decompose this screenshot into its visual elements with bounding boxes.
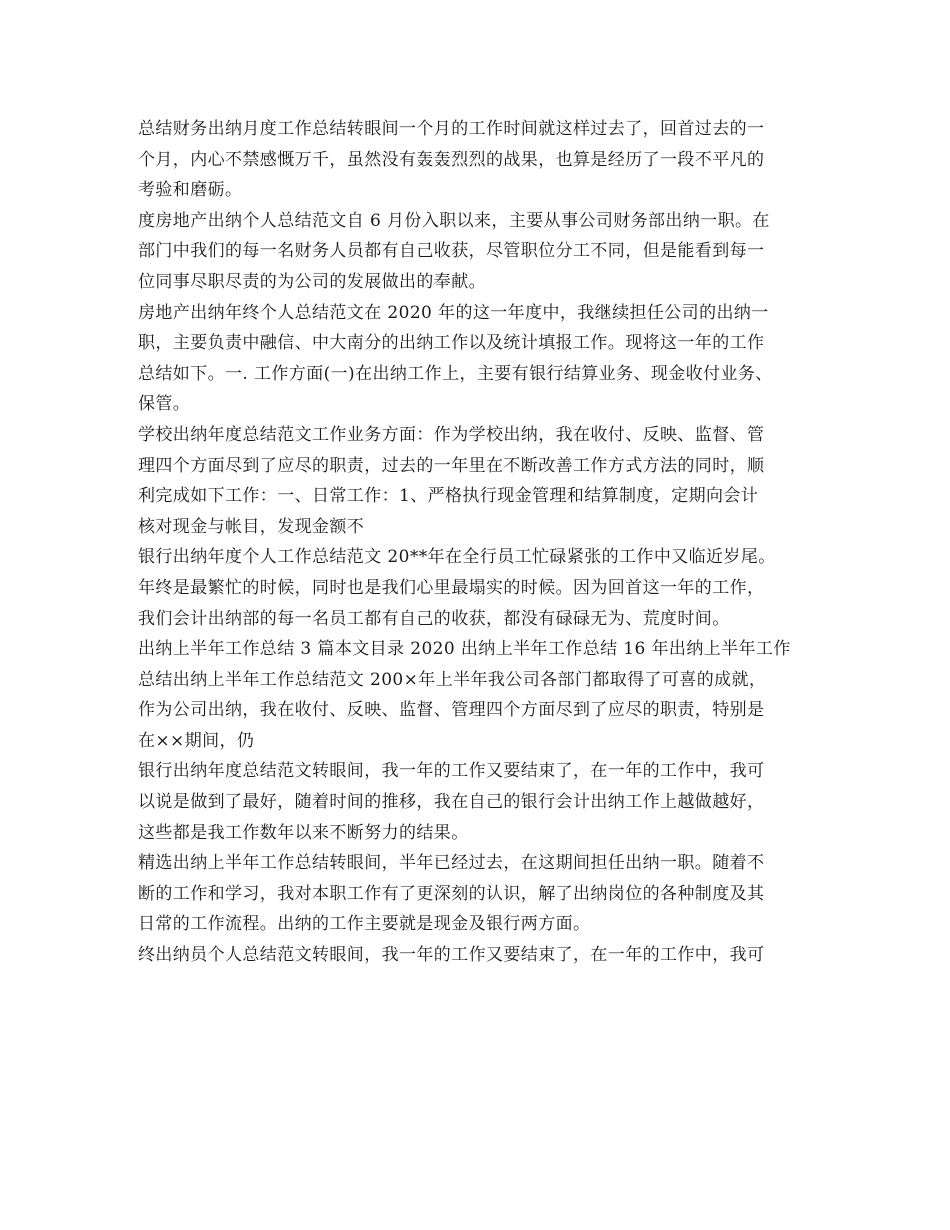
document-body (138, 114, 828, 971)
paragraph (138, 298, 828, 420)
paragraph-line: 保管。 (138, 394, 191, 415)
paragraph (138, 848, 828, 940)
paragraph-line: 作为公司出纳，我在收付、反映、监督、管理四个方面尽到了应尽的职责，特别是 (138, 700, 765, 721)
paragraph-line: 我们会计出纳部的每一名员工都有自己的收获，都没有碌碌无为、荒度时间。 (138, 608, 730, 629)
paragraph-line: 位同事尽职尽责的为公司的发展做出的奉献。 (138, 271, 486, 292)
paragraph-line: 个月，内心不禁感慨万千，虽然没有轰轰烈烈的战果，也算是经历了一段不平凡的 (138, 149, 765, 170)
paragraph-line: 理四个方面尽到了应尽的职责，过去的一年里在不断改善工作方式方法的同时，顺 (138, 455, 765, 476)
paragraph-line: 房地产出纳年终个人总结范文在 2020 年的这一年度中，我继续担任公司的出纳一 (138, 302, 769, 323)
paragraph-line: 在××期间，仍 (138, 730, 255, 751)
paragraph-line: 终出纳员个人总结范文转眼间，我一年的工作又要结束了，在一年的工作中，我可 (138, 945, 765, 966)
paragraph-line: 这些都是我工作数年以来不断努力的结果。 (138, 822, 469, 843)
paragraph-line: 总结财务出纳月度工作总结转眼间一个月的工作时间就这样过去了，回首过去的一 (138, 119, 765, 139)
paragraph-line: 总结出纳上半年工作总结范文 200×年上半年我公司各部门都取得了可喜的成就， (138, 669, 767, 690)
paragraph (138, 206, 828, 298)
paragraph (138, 634, 828, 756)
paragraph-line: 考验和磨砺。 (138, 180, 243, 201)
paragraph-line: 学校出纳年度总结范文工作业务方面：作为学校出纳，我在收付、反映、监督、管 (138, 424, 765, 445)
paragraph (138, 114, 828, 206)
paragraph (138, 940, 828, 971)
paragraph-line: 年终是最繁忙的时候，同时也是我们心里最塌实的时候。因为回首这一年的工作， (138, 577, 765, 598)
paragraph-line: 日常的工作流程。出纳的工作主要就是现金及银行两方面。 (138, 914, 591, 935)
paragraph (138, 542, 828, 634)
paragraph-line: 部门中我们的每一名财务人员都有自己收获，尽管职位分工不同，但是能看到每一 (138, 241, 765, 262)
paragraph-line: 出纳上半年工作总结 3 篇本文目录 2020 出纳上半年工作总结 16 年出纳上半年工作 (138, 639, 791, 660)
paragraph-line: 利完成如下工作：一、日常工作：1、严格执行现金管理和结算制度，定期向会计 (138, 486, 759, 507)
paragraph-line: 总结如下。一. 工作方面(一)在出纳工作上，主要有银行结算业务、现金收付业务、 (138, 363, 773, 384)
paragraph-line: 断的工作和学习，我对本职工作有了更深刻的认识，解了出纳岗位的各种制度及其 (138, 883, 765, 904)
paragraph-line: 精选出纳上半年工作总结转眼间，半年已经过去，在这期间担任出纳一职。随着不 (138, 853, 765, 874)
paragraph-line: 以说是做到了最好，随着时间的推移，我在自己的银行会计出纳工作上越做越好， (138, 792, 765, 813)
paragraph-line: 职，主要负责中融信、中大南分的出纳工作以及统计填报工作。现将这一年的工作 (138, 333, 765, 354)
paragraph (138, 756, 828, 848)
paragraph-line: 度房地产出纳个人总结范文自 6 月份入职以来，主要从事公司财务部出纳一职。在 (138, 210, 770, 231)
paragraph-line: 核对现金与帐目，发现金额不 (138, 516, 365, 537)
paragraph-line: 银行出纳年度总结范文转眼间，我一年的工作又要结束了，在一年的工作中，我可 (138, 761, 765, 782)
paragraph-line: 银行出纳年度个人工作总结范文 20**年在全行员工忙碌紧张的工作中又临近岁尾。 (138, 547, 776, 568)
paragraph (138, 420, 828, 542)
